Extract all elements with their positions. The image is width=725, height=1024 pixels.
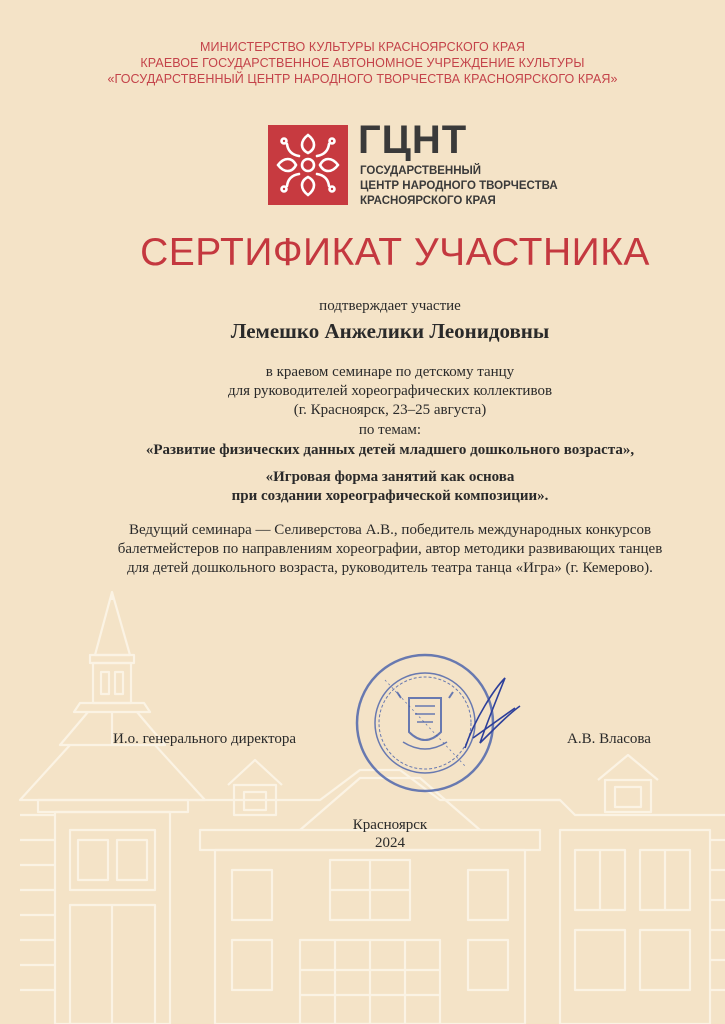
signatory-name: А.В. Власова <box>567 731 651 747</box>
leader-line2: балетмейстеров по направлениям хореографии, автор методики развивающих танцев <box>117 541 663 557</box>
seminar-line1: в краевом семинаре по детскому танцу <box>265 364 515 380</box>
topic-1: «Развитие физических данных детей младшего дошкольного возраста», <box>145 442 635 458</box>
logo-text-line3: КРАСНОЯРСКОГО КРАЯ <box>360 195 496 207</box>
logo-abbreviation: ГЦНТ <box>358 118 468 162</box>
seminar-line2: для руководителей хореографических коллективов <box>227 383 553 399</box>
topics-label: по темам: <box>358 422 422 438</box>
seminar-dates: (г. Красноярск, 23–25 августа) <box>293 402 487 418</box>
logo-text-line1: ГОСУДАРСТВЕННЫЙ <box>360 165 482 177</box>
logo-text-line2: ЦЕНТР НАРОДНОГО ТВОРЧЕСТВА <box>360 180 558 192</box>
confirms-text: подтверждает участие <box>319 298 461 314</box>
topic-2-line1: «Игровая форма занятий как основа <box>265 469 515 485</box>
topic-2-line2: при создании хореографической композиции». <box>231 488 549 504</box>
official-stamp-icon <box>345 648 525 798</box>
leader-line1: Ведущий семинара — Селиверстова А.В., победитель международных конкурсов <box>128 522 652 538</box>
footer-city: Красноярск <box>352 817 428 833</box>
leader-line3: для детей дошкольного возраста, руководитель театра танца «Игра» (г. Кемерово). <box>127 560 653 576</box>
header-center: «ГОСУДАРСТВЕННЫЙ ЦЕНТР НАРОДНОГО ТВОРЧЕСТВА КРАСНОЯРСКОГО КРАЯ» <box>107 72 618 86</box>
footer-year: 2024 <box>375 835 405 851</box>
certificate-title: СЕРТИФИКАТ УЧАСТНИКА <box>140 231 650 274</box>
header-ministry: МИНИСТЕРСТВО КУЛЬТУРЫ КРАСНОЯРСКОГО КРАЯ <box>200 40 525 54</box>
header-institution: КРАЕВОЕ ГОСУДАРСТВЕННОЕ АВТОНОМНОЕ УЧРЕЖДЕНИЕ КУЛЬТУРЫ <box>140 56 585 70</box>
gcnt-logo-icon <box>268 125 348 205</box>
participant-name: Лемешко Анжелики Леонидовны <box>230 319 550 343</box>
signatory-position: И.о. генерального директора <box>113 731 296 747</box>
